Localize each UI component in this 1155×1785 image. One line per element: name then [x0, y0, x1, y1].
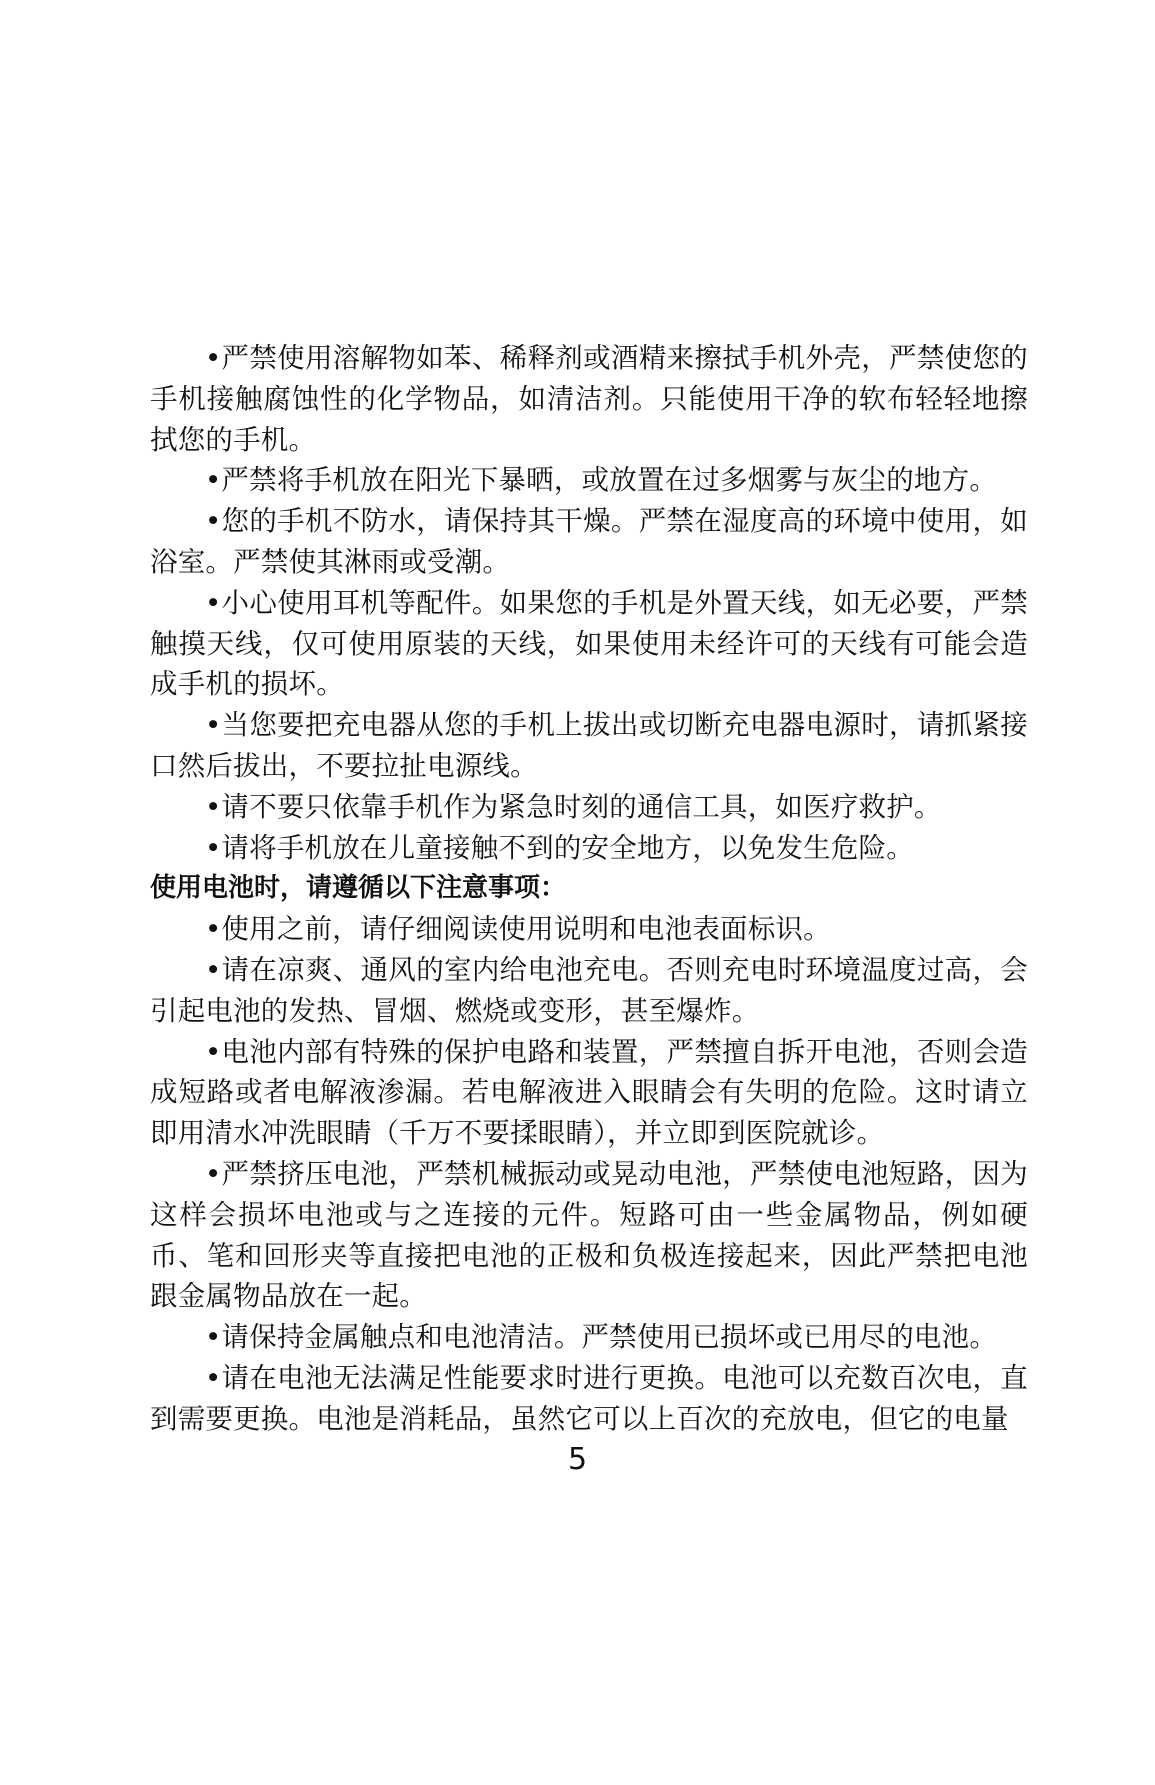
paragraph-battery-replacement: •请在电池无法满足性能要求时进行更换。电池可以充数百次电，直到需要更换。电池是消耗品，虽然它可以上百次的充放电，但它的电量: [150, 1361, 1028, 1435]
page-number: 5: [567, 1442, 588, 1477]
paragraph-sunlight-warning: •严禁将手机放在阳光下暴晒，或放置在过多烟雾与灰尘的地方。: [205, 464, 998, 497]
paragraph-battery-disassembly: •电池内部有特殊的保护电路和装置，严禁擅自拆开电池，否则会造成短路或者电解液渗漏。若电解液进入眼睛会有失明的危险。这时请立即用清水冲洗眼睛（千万不要揉眼睛），并立即到医院就诊。: [150, 1035, 1028, 1150]
paragraph-battery-short-circuit: •严禁挤压电池，严禁机械振动或晃动电池，严禁使电池短路，因为这样会损坏电池或与之连接的元件。短路可由一些金属物品，例如硬币、笔和回形夹等直接把电池的正极和负极连接起来，因此严禁把电池跟金属物品放在一起。: [150, 1157, 1028, 1313]
paragraph-battery-contacts: •请保持金属触点和电池清洁。严禁使用已损坏或已用尽的电池。: [205, 1321, 998, 1354]
paragraph-children-warning: •请将手机放在儿童接触不到的安全地方，以免发生危险。: [205, 831, 914, 864]
paragraph-antenna-warning: •小心使用耳机等配件。如果您的手机是外置天线，如无必要，严禁触摸天线，仅可使用原装的天线，如果使用未经许可的天线有可能会造成手机的损坏。: [150, 586, 1028, 701]
section-heading-battery: 使用电池时，请遵循以下注意事项：: [150, 873, 567, 904]
paragraph-battery-charging: •请在凉爽、通风的室内给电池充电。否则充电时环境温度过高，会引起电池的发热、冒烟、燃烧或变形，甚至爆炸。: [150, 953, 1028, 1027]
paragraph-charger-warning: •当您要把充电器从您的手机上拔出或切断充电器电源时，请抓紧接口然后拔出，不要拉扯电源线。: [150, 709, 1028, 782]
paragraph-water-warning: •您的手机不防水，请保持其干燥。严禁在湿度高的环境中使用，如浴室。严禁使其淋雨或受潮。: [150, 505, 1028, 578]
page-content: [150, 338, 1028, 1440]
paragraph-battery-read-manual: •使用之前，请仔细阅读使用说明和电池表面标识。: [205, 913, 831, 946]
paragraph-solvent-warning: •严禁使用溶解物如苯、稀释剂或酒精来擦拭手机外壳，严禁使您的手机接触腐蚀性的化学物品，如清洁剂。只能使用干净的软布轻轻地擦拭您的手机。: [150, 342, 1028, 456]
paragraph-emergency-warning: •请不要只依靠手机作为紧急时刻的通信工具，如医疗救护。: [205, 790, 942, 823]
